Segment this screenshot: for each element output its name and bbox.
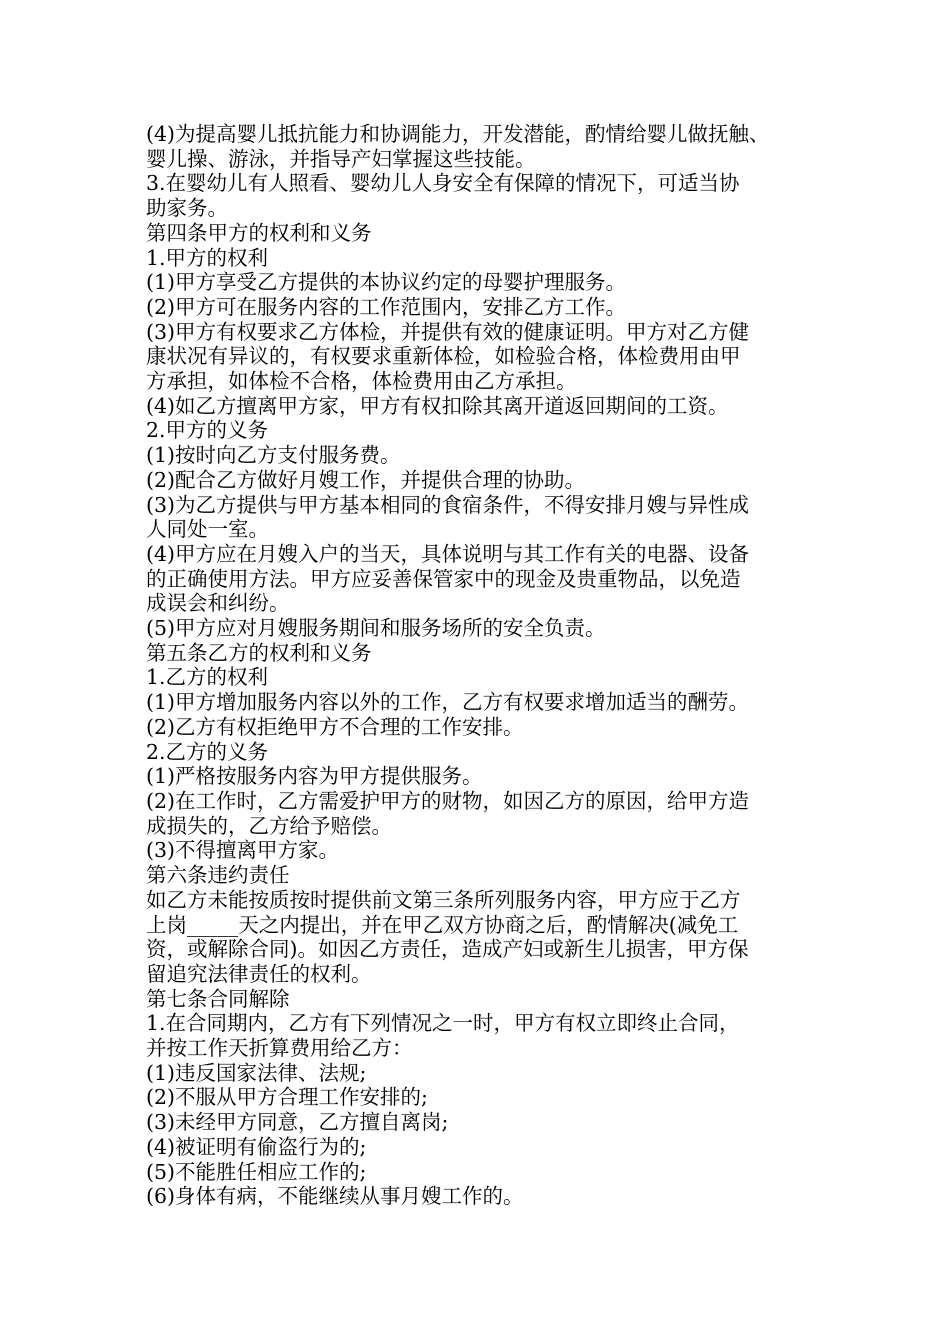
- text-line: (1)严格按服务内容为甲方提供服务。: [146, 764, 483, 789]
- text-line: (4)为提高婴儿抵抗能力和协调能力，开发潜能，酌情给婴儿做抚触、: [146, 122, 770, 146]
- text-line: 并按工作天折算费用给乙方：: [146, 1036, 413, 1061]
- text-line: 3.在婴幼儿有人照看、婴幼儿人身安全有保障的情况下，可适当协: [146, 171, 740, 196]
- text-line: (3)不得擅离甲方家。: [146, 838, 340, 863]
- document-body: [146, 122, 836, 1209]
- text-line: (6)身体有病，不能继续从事月嫂工作的。: [146, 1184, 524, 1209]
- subsection-heading: 1.甲方的权利: [146, 245, 269, 270]
- text-line: (1)按时向乙方支付服务费。: [146, 443, 401, 468]
- subsection-heading: 1.乙方的权利: [146, 665, 269, 690]
- text-line: 成误会和纠纷。: [146, 591, 290, 616]
- text-line: 成损失的，乙方给予赔偿。: [146, 813, 392, 838]
- text-line: 康状况有异议的，有权要求重新体检，如检验合格，体检费用由甲: [146, 344, 741, 369]
- text-line: (2)不服从甲方合理工作安排的;: [146, 1085, 428, 1110]
- section-heading: 第六条违约责任: [146, 863, 290, 888]
- text-line: 如乙方未能按质按时提供前文第三条所列服务内容，甲方应于乙方: [146, 887, 741, 912]
- text-line: (2)在工作时，乙方需爱护甲方的财物，如因乙方的原因，给甲方造: [146, 788, 750, 813]
- text-line: (5)甲方应对月嫂服务期间和服务场所的安全负责。: [146, 616, 606, 641]
- text-line: (3)未经甲方同意，乙方擅自离岗;: [146, 1110, 449, 1135]
- text-line: (5)不能胜任相应工作的;: [146, 1159, 367, 1184]
- section-heading: 第四条甲方的权利和义务: [146, 220, 372, 245]
- text-line: (2)乙方有权拒绝甲方不合理的工作安排。: [146, 714, 524, 739]
- text-line: (2)甲方可在服务内容的工作范围内，安排乙方工作。: [146, 294, 627, 319]
- section-heading: 第五条乙方的权利和义务: [146, 640, 372, 665]
- text-line: 婴儿操、游泳，并指导产妇掌握这些技能。: [146, 146, 536, 171]
- text-line: 助家务。: [146, 196, 228, 221]
- text-line: (1)违反国家法律、法规;: [146, 1060, 367, 1085]
- text-line: (4)甲方应在月嫂入户的当天，具体说明与其工作有关的电器、设备: [146, 541, 750, 566]
- text-line: (1)甲方增加服务内容以外的工作，乙方有权要求增加适当的酬劳。: [146, 690, 750, 715]
- text-line: 1.在合同期内，乙方有下列情况之一时，甲方有权立即终止合同，: [146, 1011, 740, 1036]
- section-heading: 第七条合同解除: [146, 986, 290, 1011]
- text-line: 留追究法律责任的权利。: [146, 961, 372, 986]
- text-line: 方承担，如体检不合格，体检费用由乙方承担。: [146, 369, 577, 394]
- text-line: (1)甲方享受乙方提供的本协议约定的母婴护理服务。: [146, 270, 627, 295]
- text-line: 资，或解除合同)。如因乙方责任，造成产妇或新生儿损害，甲方保: [146, 937, 749, 962]
- subsection-heading: 2.乙方的义务: [146, 739, 269, 764]
- text-line: (4)被证明有偷盗行为的;: [146, 1134, 367, 1159]
- text-line: 人同处一室。: [146, 517, 269, 542]
- text-line: (3)为乙方提供与甲方基本相同的食宿条件，不得安排月嫂与异性成: [146, 492, 750, 517]
- text-line: 上岗_____天之内提出，并在甲乙双方协商之后，酌情解决(减免工: [146, 912, 739, 937]
- subsection-heading: 2.甲方的义务: [146, 418, 269, 443]
- text-line: (3)甲方有权要求乙方体检，并提供有效的健康证明。甲方对乙方健: [146, 319, 750, 344]
- text-line: (2)配合乙方做好月嫂工作，并提供合理的协助。: [146, 467, 586, 492]
- text-line: (4)如乙方擅离甲方家，甲方有权扣除其离开道返回期间的工资。: [146, 393, 729, 418]
- text-line: 的正确使用方法。甲方应妥善保管家中的现金及贵重物品，以免造: [146, 566, 741, 591]
